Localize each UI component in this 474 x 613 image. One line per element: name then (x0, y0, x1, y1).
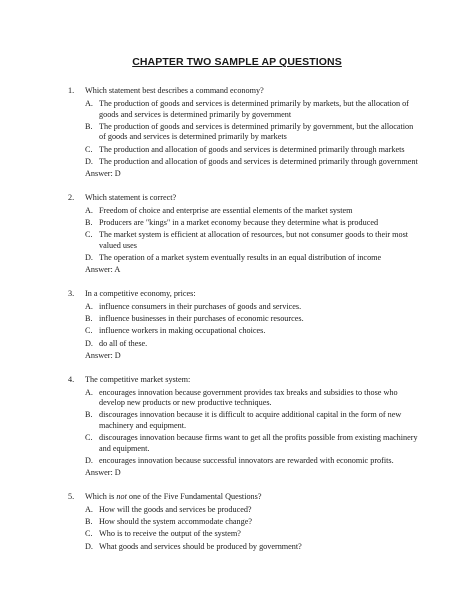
option-a (0, 302, 474, 313)
option-text: influence consumers in their purchases of goods and services. (99, 301, 302, 311)
question-stem (0, 193, 474, 204)
option-text: influence workers in making occupational choices. (99, 326, 266, 336)
question-text-after: one of the Five Fundamental Questions? (126, 491, 262, 501)
question-text-emphasis: not (116, 491, 127, 501)
option-list (0, 302, 474, 349)
option-letter: D. (85, 338, 93, 348)
question-text: Which statement is correct? (85, 192, 177, 202)
question-1 (0, 86, 474, 180)
option-text: Freedom of choice and enterprise are essential elements of the market system (99, 205, 353, 215)
question-stem (0, 289, 474, 300)
option-letter: C. (85, 230, 93, 240)
option-text: The production and allocation of goods and services is determined primarily through government (99, 156, 418, 166)
question-4 (0, 375, 474, 479)
option-b (0, 314, 474, 325)
answer-text: Answer: D (85, 169, 121, 179)
question-stem (0, 375, 474, 386)
option-text: What goods and services should be produced by government? (99, 541, 302, 551)
option-c (0, 230, 474, 251)
option-a (0, 505, 474, 516)
option-a (0, 99, 474, 120)
option-c (0, 145, 474, 156)
question-number: 1. (68, 86, 75, 95)
question-5 (0, 492, 474, 552)
option-c (0, 326, 474, 337)
option-letter: A. (85, 301, 93, 311)
option-b (0, 218, 474, 229)
option-c (0, 433, 474, 454)
question-number: 5. (68, 491, 75, 501)
option-letter: C. (85, 144, 93, 154)
option-text: How should the system accommodate change? (99, 517, 253, 527)
option-d (0, 157, 474, 168)
option-text: The market system is efficient at allocation of resources, but not consumer goods to their most valued uses (99, 230, 409, 250)
option-a (0, 206, 474, 217)
option-d (0, 542, 474, 553)
question-2 (0, 193, 474, 276)
option-letter: C. (85, 433, 93, 443)
option-text: The production and allocation of goods and services is determined primarily through markets (99, 144, 405, 154)
answer-text: Answer: A (85, 265, 121, 275)
option-text: encourages innovation because government provides tax breaks and subsidies to those who develop new products or new productive techniques. (99, 387, 398, 408)
option-text: discourages innovation because it is difficult to acquire additional capital in the form of new machinery and equipment. (99, 410, 402, 430)
question-text-before: Which is (85, 491, 117, 501)
answer-text: Answer: D (85, 351, 121, 361)
option-letter: D. (85, 541, 93, 551)
option-d (0, 456, 474, 467)
question-text: The competitive market system: (85, 374, 191, 384)
question-number: 3. (68, 288, 75, 298)
option-text: encourages innovation because successful innovators are rewarded with economic profits. (99, 455, 394, 465)
option-b (0, 410, 474, 431)
option-letter: D. (85, 253, 93, 263)
question-text (85, 492, 261, 501)
question-3 (0, 289, 474, 362)
option-text: Producers are "kings" in a market economy because they determine what is produced (99, 217, 379, 227)
option-list (0, 99, 474, 167)
question-number: 2. (68, 192, 75, 202)
question-stem (0, 86, 474, 97)
option-text: do all of these. (99, 338, 148, 348)
option-letter: B. (85, 121, 93, 131)
option-letter: C. (85, 326, 93, 336)
option-text: Who is to receive the output of the system? (99, 529, 241, 539)
question-text: Which statement best describes a command economy? (85, 86, 264, 95)
option-text: How will the goods and services be produced? (99, 504, 252, 514)
option-letter: B. (85, 314, 93, 324)
option-letter: A. (85, 205, 93, 215)
question-text: In a competitive economy, prices: (85, 288, 196, 298)
option-letter: B. (85, 410, 93, 420)
option-text: The operation of a market system eventually results in an equal distribution of income (99, 253, 382, 263)
answer-text: Answer: D (85, 468, 121, 478)
option-list (0, 388, 474, 467)
option-text: The production of goods and services is determined primarily by markets, but the allocation of goods and services is determined primarily by government (99, 99, 409, 119)
option-b (0, 122, 474, 143)
option-letter: D. (85, 156, 93, 166)
option-b (0, 517, 474, 528)
option-letter: B. (85, 217, 93, 227)
option-d (0, 253, 474, 264)
option-letter: D. (85, 455, 93, 465)
option-c (0, 529, 474, 540)
option-text: influence businesses in their purchases of economic resources. (99, 314, 304, 324)
option-list (0, 505, 474, 552)
page-title: CHAPTER TWO SAMPLE AP QUESTIONS (132, 56, 342, 68)
option-d (0, 339, 474, 350)
option-letter: A. (85, 387, 93, 397)
option-letter: B. (85, 517, 93, 527)
option-list (0, 206, 474, 264)
option-letter: A. (85, 504, 93, 514)
option-letter: A. (85, 99, 93, 108)
question-stem (0, 492, 474, 503)
option-text: discourages innovation because firms want to get all the profits possible from existing machinery and equipment. (99, 433, 418, 453)
question-number: 4. (68, 374, 75, 384)
option-text: The production of goods and services is determined primarily by government, but the allocation of goods and services is determined primarily by markets (99, 121, 414, 142)
option-a (0, 388, 474, 409)
option-letter: C. (85, 529, 93, 539)
question-list (0, 86, 474, 565)
